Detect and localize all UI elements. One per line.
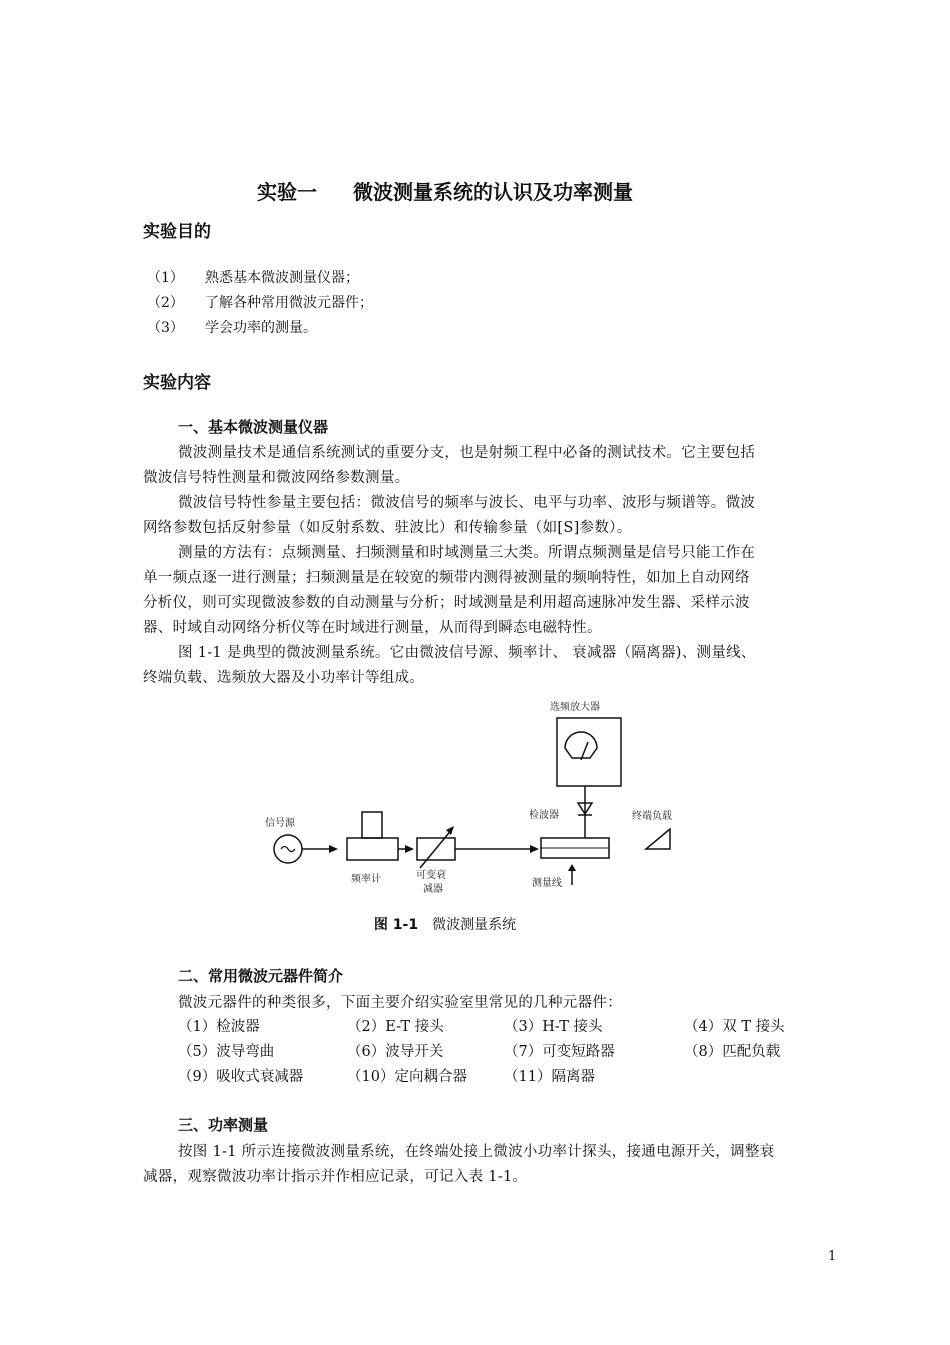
source-label: 信号源 <box>265 818 295 829</box>
purpose-item-text: 了解各种常用微波元器件； <box>205 295 373 311</box>
paragraph-line: 微波信号特性测量和微波网络参数测量。 <box>143 470 410 486</box>
paragraph-line: 微波信号特性参量主要包括：微波信号的频率与波长、电平与功率、波形与频谱等。微波 <box>178 495 756 511</box>
amplifier-box <box>557 718 621 786</box>
paragraph-line: 微波测量技术是通信系统测试的重要分支，也是射频工程中必备的测试技术。它主要包括 <box>178 445 756 461</box>
component-item: （6）波导开关 <box>347 1044 444 1060</box>
paragraph-line: 按图 1-1 所示连接微波测量系统，在终端处接上微波小功率计探头，接通电源开关，调整衰 <box>178 1144 775 1160</box>
freq-meter-box <box>347 838 398 860</box>
component-item: （11）隔离器 <box>504 1069 595 1085</box>
load-label: 终端负载 <box>632 811 672 822</box>
slotted-line-label: 测量线 <box>532 878 562 889</box>
component-item: （8）匹配负载 <box>684 1044 781 1060</box>
detector-label: 检波器 <box>529 810 559 821</box>
figure-caption-text: 微波测量系统 <box>432 917 517 933</box>
section2-heading: 二、常用微波元器件简介 <box>178 967 344 985</box>
amplifier-label: 选频放大器 <box>550 702 600 713</box>
title-text: 微波测量系统的认识及功率测量 <box>353 180 633 204</box>
freq-meter-cavity <box>362 812 382 838</box>
paragraph-line: 测量的方法有：点频测量、扫频测量和时域测量三大类。所谓点频测量是信号只能工作在 <box>178 545 756 561</box>
component-item: （2）E-T 接头 <box>347 1019 444 1035</box>
figure-caption-number: 图 1-1 <box>373 917 419 933</box>
purpose-item-number: （2） <box>147 295 184 311</box>
purpose-item-text: 学会功率的测量。 <box>205 320 317 336</box>
title-number: 实验一 <box>257 180 317 204</box>
component-item: （1）检波器 <box>178 1019 260 1035</box>
page-number: 1 <box>828 1249 837 1264</box>
paragraph-line: 图 1-1 是典型的微波测量系统。它由微波信号源、频率计、 衰减器（隔离器)、测量线、 <box>178 645 756 661</box>
paragraph-line: 单一频点逐一进行测量；扫频测量是在较宽的频带内测得被测量的频响特性，如加上自动网络 <box>143 570 750 586</box>
section3-heading: 三、功率测量 <box>178 1116 269 1134</box>
section2-intro: 微波元器件的种类很多，下面主要介绍实验室里常见的几种元器件： <box>178 995 622 1011</box>
purpose-item-text: 熟悉基本微波测量仪器； <box>205 270 359 286</box>
attenuator-label: 可变衰 <box>416 870 446 881</box>
purpose-item-number: （1） <box>147 270 184 286</box>
meter-dial <box>565 732 597 758</box>
attenuator-label: 减器 <box>423 884 443 895</box>
component-item: （7）可变短路器 <box>504 1044 615 1060</box>
arrow-head <box>329 845 338 853</box>
component-item: （3）H-T 接头 <box>504 1019 603 1035</box>
arrow-head <box>568 864 576 871</box>
component-item: （4）双 T 接头 <box>684 1019 785 1035</box>
arrow-head <box>405 845 414 853</box>
paragraph-line: 器、时域自动网络分析仪等在时域进行测量，从而得到瞬态电磁特性。 <box>143 620 602 636</box>
figure-caption <box>0 914 890 934</box>
content-heading: 实验内容 <box>143 373 211 393</box>
paragraph-line: 终端负载、选频放大器及小功率计等组成。 <box>143 670 425 686</box>
purpose-item-number: （3） <box>147 320 184 336</box>
purpose-heading: 实验目的 <box>143 222 211 242</box>
paragraph-line: 分析仪，则可实现微波参数的自动测量与分析；时域测量是利用超高速脉冲发生器、采样示波 <box>143 595 750 611</box>
arrow-head <box>530 845 539 853</box>
component-item: （9）吸收式衰减器 <box>178 1069 304 1085</box>
arrow-head <box>446 826 454 835</box>
terminal-load <box>646 829 670 849</box>
paragraph-line: 减器，观察微波功率计指示并作相应记录，可记入表 1-1。 <box>143 1169 528 1185</box>
section1-heading: 一、基本微波测量仪器 <box>178 418 329 436</box>
component-item: （5）波导弯曲 <box>178 1044 275 1060</box>
paragraph-line: 网络参数包括反射参量（如反射系数、驻波比）和传输参量（如[S]参数）。 <box>143 520 632 536</box>
component-item: （10）定向耦合器 <box>347 1069 467 1085</box>
freq-meter-label: 频率计 <box>351 874 381 885</box>
